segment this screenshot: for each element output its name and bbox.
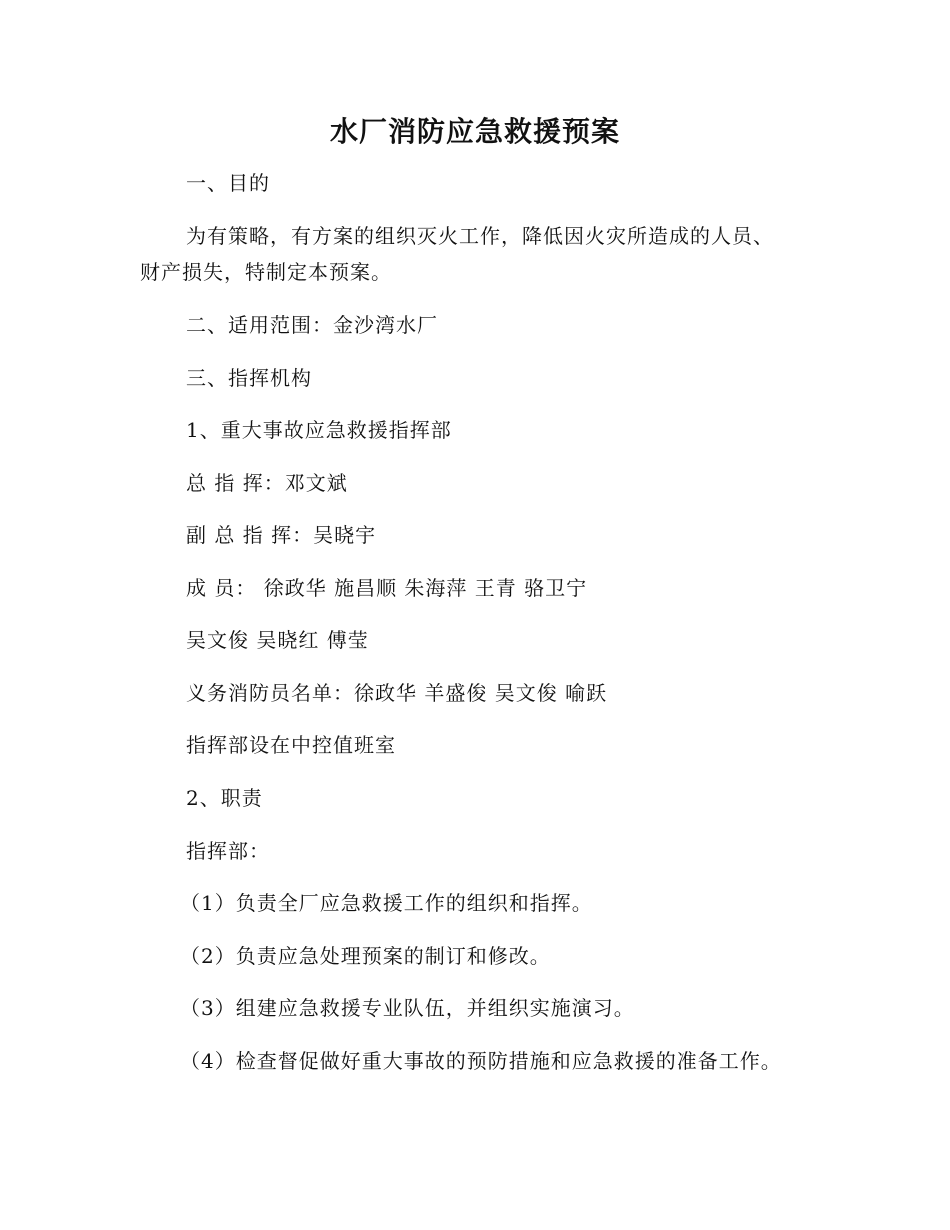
deputy-commander-line: 副 总 指 挥：吴晓宇 [186, 523, 377, 547]
section-heading-command: 三、指挥机构 [186, 366, 312, 390]
duty-item-2: （2）负责应急处理预案的制订和修改。 [180, 944, 551, 968]
duty-item-1: （1）负责全厂应急救援工作的组织和指挥。 [180, 891, 593, 915]
section-heading-purpose: 一、目的 [186, 171, 270, 195]
duty-item-4: （4）检查督促做好重大事故的预防措施和应急救援的准备工作。 [180, 1049, 782, 1073]
paragraph-purpose-line-1: 为有策略，有方案的组织灭火工作，降低因火灾所造成的人员、 [186, 224, 774, 248]
paragraph-purpose-line-2: 财产损失，特制定本预案。 [140, 260, 392, 284]
duty-item-3: （3）组建应急救援专业队伍，并组织实施演习。 [180, 996, 635, 1020]
document-title: 水厂消防应急救援预案 [329, 115, 620, 148]
hq-location-line: 指挥部设在中控值班室 [186, 733, 396, 757]
volunteer-firefighters-line: 义务消防员名单：徐政华 羊盛俊 吴文俊 喻跃 [186, 681, 608, 705]
subsection-heading-command-hq: 1、重大事故应急救援指挥部 [186, 418, 452, 442]
commander-line: 总 指 挥：邓文斌 [186, 471, 348, 495]
members-line-2: 吴文俊 吴晓红 傅莹 [186, 628, 369, 652]
members-line-1: 成 员： 徐政华 施昌顺 朱海萍 王青 骆卫宁 [186, 576, 588, 600]
duties-hq-label: 指挥部： [186, 839, 270, 863]
section-heading-scope: 二、适用范围：金沙湾水厂 [186, 313, 438, 337]
subsection-heading-duties: 2、职责 [186, 786, 263, 810]
